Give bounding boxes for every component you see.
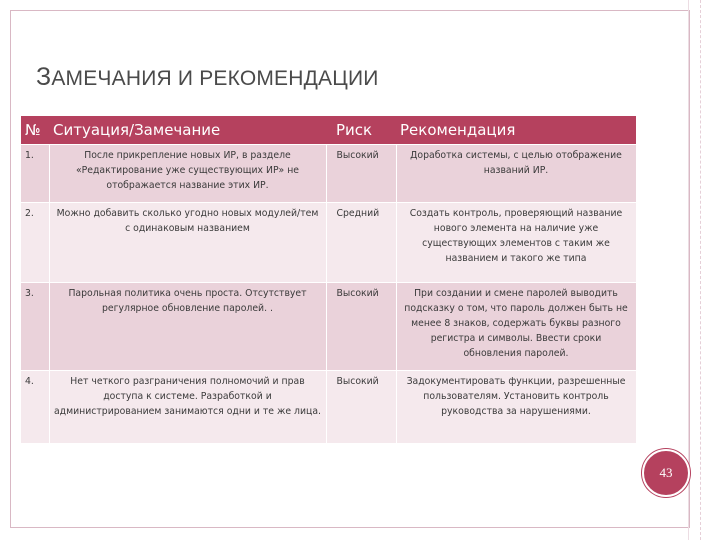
row-situation: После прикрепление новых ИР, в разделе «Редактирование уже существующих ИР» не отображается название этих ИР. <box>49 145 326 203</box>
header-recommendation: Рекомендация <box>396 116 636 145</box>
row-recommendation: Задокументировать функции, разрешенные пользователям. Установить контроль руководства за нарушениями. <box>396 371 636 444</box>
row-num: 4. <box>21 371 49 444</box>
title-rest: АМЕЧАНИЯ И РЕКОМЕНДАЦИИ <box>51 67 379 90</box>
row-num: 1. <box>21 145 49 203</box>
table-row <box>21 283 636 371</box>
table-header-row <box>21 116 636 145</box>
decorative-rule <box>688 0 689 540</box>
row-risk: Высокий <box>326 145 396 203</box>
title-initial: З <box>36 63 52 91</box>
header-risk: Риск <box>326 116 396 145</box>
row-recommendation: Доработка системы, с целью отображение названий ИР. <box>396 145 636 203</box>
slide-title <box>36 63 379 92</box>
row-risk: Средний <box>326 203 396 283</box>
header-num: № <box>21 116 49 145</box>
row-risk: Высокий <box>326 371 396 444</box>
row-situation: Нет четкого разграничения полномочий и прав доступа к системе. Разработкой и администрированием занимаются одни и те же лица. <box>49 371 326 444</box>
decorative-dashed-rule <box>700 0 701 540</box>
table-row <box>21 145 636 203</box>
page-number-badge: 43 <box>642 449 690 497</box>
row-recommendation: Создать контроль, проверяющий название нового элемента на наличие уже существующих элементов с таким же названием и такого же типа <box>396 203 636 283</box>
table-row <box>21 203 636 283</box>
row-risk: Высокий <box>326 283 396 371</box>
row-situation: Можно добавить сколько угодно новых модулей/тем с одинаковым названием <box>49 203 326 283</box>
row-num: 3. <box>21 283 49 371</box>
row-num: 2. <box>21 203 49 283</box>
table-row <box>21 371 636 444</box>
row-situation: Парольная политика очень проста. Отсутствует регулярное обновление паролей. . <box>49 283 326 371</box>
header-situation: Ситуация/Замечание <box>49 116 326 145</box>
row-recommendation: При создании и смене паролей выводить подсказку о том, что пароль должен быть не менее 8 знаков, содержать буквы разного регистра и символы. Ввести сроки обновления паролей. <box>396 283 636 371</box>
remarks-table <box>21 116 637 443</box>
